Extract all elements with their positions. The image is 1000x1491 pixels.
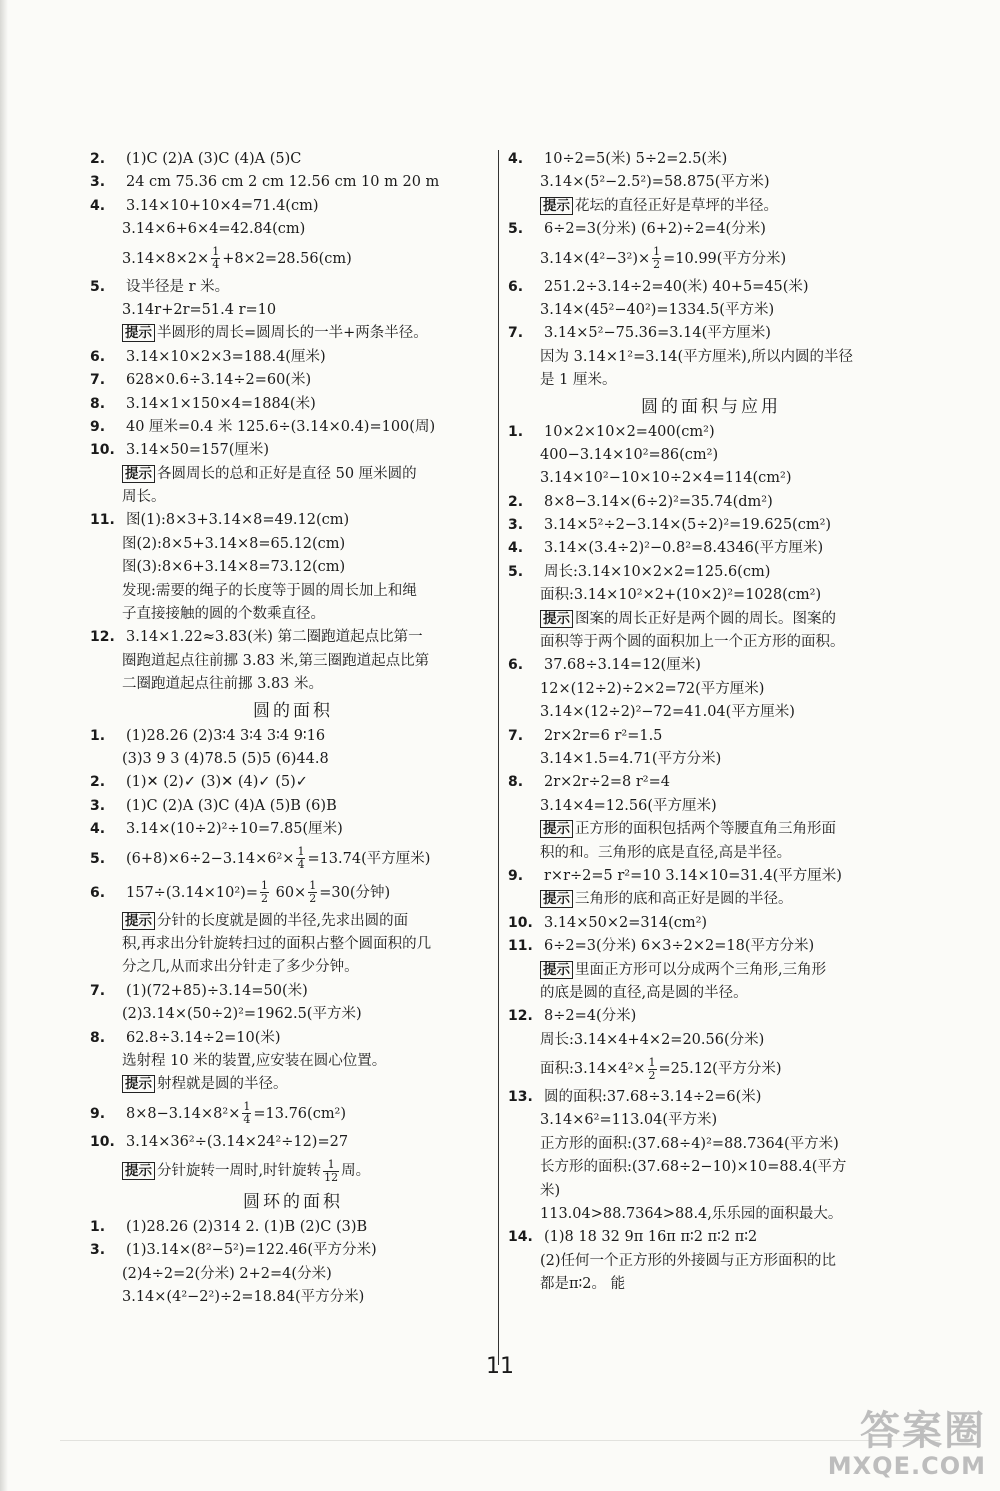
- answer-line: [88, 771, 498, 794]
- answer-line: [88, 1003, 498, 1026]
- hint-label: 提示: [122, 324, 155, 342]
- answer-text: 积的和。三角形的底是直径,高是半径。: [540, 844, 792, 861]
- answer-text: 10×2×10×2=400(cm²): [544, 423, 715, 440]
- answer-text: 2r×2r÷2=8 r²=4: [544, 774, 670, 791]
- answer-line: [88, 956, 498, 979]
- answer-line: [506, 467, 916, 490]
- answer-line: [506, 242, 916, 276]
- answer-line: [88, 1097, 498, 1131]
- question-number: 2.: [508, 493, 524, 510]
- answer-text: 图案的周长正好是两个圆的周长。图案的: [575, 610, 836, 627]
- answer-text: (1)✕ (2)✓ (3)✕ (4)✓ (5)✓: [126, 774, 308, 791]
- answer-line: [88, 346, 498, 369]
- answer-line: [88, 1050, 498, 1073]
- answer-line: [88, 393, 498, 416]
- answer-text: 3.14×(4²−2²)÷2=18.84(平方分米): [122, 1289, 365, 1306]
- answer-text: 2r×2r=6 r²=1.5: [544, 727, 663, 744]
- hint-label: 提示: [540, 610, 573, 628]
- answer-line: [88, 1239, 498, 1262]
- answer-line: [506, 631, 916, 654]
- question-number: 4.: [508, 540, 524, 557]
- answer-line: [506, 725, 916, 748]
- question-number: 4.: [90, 197, 106, 214]
- question-number: 6.: [90, 884, 106, 901]
- watermark-logo-text: 答案圈: [860, 1408, 986, 1454]
- answer-line: [506, 514, 916, 537]
- fraction: [648, 1057, 657, 1082]
- fraction-denominator: 12: [324, 1170, 339, 1184]
- answer-line: [506, 608, 916, 631]
- answer-line: [506, 912, 916, 935]
- answer-text: 面积:3.14×10²×2+(10×2)²=1028(cm²): [540, 587, 822, 604]
- answer-text: +8×2=28.56(cm): [222, 250, 352, 267]
- answer-text: 8×8−3.14×8²×: [126, 1105, 241, 1122]
- answer-line: [88, 795, 498, 818]
- answer-line: [506, 701, 916, 724]
- left-answer-column: [88, 148, 498, 1310]
- answer-text: (1)3.14×(8²−5²)=122.46(平方分米): [126, 1242, 377, 1259]
- question-number: 10.: [90, 442, 115, 459]
- question-number: 4.: [508, 151, 524, 167]
- answer-text: (2)任何一个正方形的外接圆与正方形面积的比: [540, 1252, 837, 1269]
- question-number: 5.: [90, 850, 106, 867]
- answer-line: [506, 491, 916, 514]
- answer-text: 3.14×1.5=4.71(平方分米): [540, 750, 722, 767]
- fraction-denominator: 2: [648, 1068, 656, 1082]
- hint-label: 提示: [540, 890, 573, 908]
- answer-text: 3.14×10²−10×10÷2×4=114(cm²): [540, 470, 792, 487]
- answer-text: 3.14×1.22≈3.83(米) 第二圈跑道起点比第一: [126, 629, 423, 646]
- answer-text: (2)4÷2=2(分米) 2+2=4(分米): [122, 1265, 332, 1282]
- answer-text: 8÷2=4(分米): [544, 1008, 637, 1025]
- answer-text: 3.14×(5²−2.5²)=58.875(平方米): [540, 174, 770, 191]
- answer-text: 周。: [341, 1163, 371, 1180]
- answer-line: [88, 242, 498, 276]
- question-number: 10.: [508, 914, 533, 931]
- answer-line: [88, 276, 498, 299]
- answer-text: =10.99(平方分米): [663, 250, 787, 267]
- fraction-denominator: 2: [309, 892, 317, 906]
- question-number: 5.: [90, 278, 106, 295]
- answer-line: [88, 171, 498, 194]
- answer-line: [88, 818, 498, 841]
- answer-line: [506, 148, 916, 171]
- answer-text: 400−3.14×10²=86(cm²): [540, 446, 719, 463]
- answer-line: [506, 795, 916, 818]
- hint-label: 提示: [540, 820, 573, 838]
- question-number: 3.: [90, 174, 106, 191]
- answer-line: [506, 935, 916, 958]
- answer-line: [88, 509, 498, 532]
- answer-line: [88, 148, 498, 171]
- answer-line: [88, 603, 498, 626]
- answer-line: [88, 725, 498, 748]
- answer-line: [88, 842, 498, 876]
- fraction-numerator: 1: [212, 245, 220, 259]
- question-number: 5.: [508, 563, 524, 580]
- question-number: 8.: [508, 774, 524, 791]
- answer-text: (1)28.26 (2)314 2. (1)B (2)C (3)B: [126, 1219, 368, 1236]
- answer-text: 8×8−3.14×(6÷2)²=35.74(dm²): [544, 493, 773, 510]
- answer-text: 正方形的面积包括两个等腰直角三角形面: [575, 821, 836, 838]
- answer-text: 157÷(3.14×10²)=: [126, 884, 258, 901]
- question-number: 2.: [90, 774, 106, 791]
- answer-text: 62.8÷3.14÷2=10(米): [126, 1029, 281, 1046]
- answer-text: 都是π∶2。 能: [540, 1276, 626, 1293]
- answer-text: =25.12(平方分米): [658, 1061, 782, 1078]
- answer-line: [88, 533, 498, 556]
- answer-text: 37.68÷3.14=12(厘米): [544, 657, 701, 674]
- answer-line: [88, 218, 498, 241]
- answer-line: [88, 1027, 498, 1050]
- answer-line: [506, 842, 916, 865]
- answer-line: [506, 1250, 916, 1273]
- answer-line: [88, 1263, 498, 1286]
- answer-text: 3.14×5²−75.36=3.14(平方厘米): [544, 325, 771, 342]
- answer-line: [506, 888, 916, 911]
- answer-text: 3.14×4=12.56(平方厘米): [540, 797, 717, 814]
- answer-text: 圈跑道起点往前挪 3.83 米,第三圈跑道起点比第: [122, 652, 430, 669]
- bottom-rule: [60, 1440, 940, 1441]
- fraction: [260, 880, 269, 905]
- answer-line: [88, 322, 498, 345]
- fraction-denominator: 4: [212, 258, 220, 272]
- page-number: 11: [486, 1354, 514, 1379]
- fraction-numerator: 1: [309, 879, 317, 893]
- question-number: 8.: [90, 1029, 106, 1046]
- fraction-numerator: 1: [648, 1055, 656, 1069]
- answer-line: [506, 346, 916, 369]
- question-number: 11.: [508, 938, 533, 955]
- answer-line: [506, 1203, 916, 1226]
- question-number: 7.: [90, 372, 106, 389]
- question-number: 6.: [508, 278, 524, 295]
- answer-line: [88, 299, 498, 322]
- answer-line: [88, 439, 498, 462]
- question-number: 7.: [90, 982, 106, 999]
- answer-line: [506, 171, 916, 194]
- site-watermark: [828, 1409, 986, 1479]
- answer-line: [88, 369, 498, 392]
- question-number: 12.: [508, 1008, 533, 1025]
- watermark-domain: MXQE.COM: [827, 1452, 986, 1480]
- answer-text: 面积:3.14×4²×: [540, 1061, 646, 1078]
- answer-line: [88, 195, 498, 218]
- question-number: 5.: [508, 221, 524, 238]
- answer-line: [88, 416, 498, 439]
- answer-text: 24 cm 75.36 cm 2 cm 12.56 cm 10 m 20 m: [126, 174, 440, 191]
- answer-text: 射程就是圆的半径。: [157, 1076, 288, 1093]
- answer-text: 发现:需要的绳子的长度等于圆的周长加上和绳: [122, 582, 417, 599]
- answer-text: 的底是圆的直径,高是圆的半径。: [540, 984, 748, 1001]
- answer-text: 3.14×1×150×4=1884(米): [126, 395, 316, 412]
- fraction-numerator: 1: [323, 1159, 339, 1172]
- answer-text: 周长。: [122, 489, 166, 506]
- answer-line: [88, 673, 498, 696]
- question-number: 11.: [90, 512, 115, 529]
- answer-text: 113.04>88.7364>88.4,乐乐园的面积最大。: [540, 1206, 843, 1223]
- answer-text: 3.14×6+6×4=42.84(cm): [122, 221, 306, 238]
- answer-line: [506, 1005, 916, 1028]
- answer-text: 里面正方形可以分成两个三角形,三角形: [575, 961, 827, 978]
- answer-text: (6+8)×6÷2−3.14×6²×: [126, 850, 295, 867]
- answer-text: 分之几,从而求出分针走了多少分钟。: [122, 959, 359, 976]
- fraction: [296, 846, 305, 871]
- answer-line: [88, 933, 498, 956]
- answer-text: (2)3.14×(50÷2)²=1962.5(平方米): [122, 1006, 362, 1023]
- answer-text: 周长:3.14×4+4×2=20.56(分米): [540, 1031, 765, 1048]
- fraction-numerator: 1: [243, 1100, 251, 1114]
- column-divider: [498, 150, 499, 1365]
- answer-line: [506, 1156, 916, 1179]
- answer-line: [506, 322, 916, 345]
- answer-line: [506, 1086, 916, 1109]
- fraction-numerator: 1: [261, 879, 268, 893]
- answer-text: 3.14×(12÷2)²−72=41.04(平方厘米): [540, 704, 795, 721]
- answer-text: 628×0.6÷3.14÷2=60(米): [126, 372, 312, 389]
- answer-line: [506, 561, 916, 584]
- question-number: 3.: [508, 517, 524, 534]
- answer-text: 是 1 厘米。: [540, 372, 617, 389]
- answer-line: [506, 1273, 916, 1296]
- answer-text: 子直接接触的圆的个数乘直径。: [122, 606, 325, 623]
- answer-text: (1)(72+85)÷3.14=50(米): [126, 982, 308, 999]
- fraction-denominator: 4: [297, 858, 305, 872]
- answer-text: (1)28.26 (2)3∶4 3∶4 3∶4 9∶16: [126, 727, 326, 744]
- answer-line: [506, 195, 916, 218]
- answer-line: [506, 1180, 916, 1203]
- question-number: 9.: [508, 867, 524, 884]
- answer-text: 图(2):8×5+3.14×8=65.12(cm): [122, 535, 346, 552]
- answer-text: 12×(12÷2)÷2×2=72(平方厘米): [540, 680, 765, 697]
- answer-line: [506, 654, 916, 677]
- answer-text: 设半径是 r 米。: [126, 278, 230, 295]
- answer-text: 3.14×6²=113.04(平方米): [540, 1112, 718, 1129]
- fraction-numerator: 1: [653, 245, 661, 259]
- answer-line: [88, 626, 498, 649]
- hint-label: 提示: [540, 961, 573, 979]
- answer-line: [506, 444, 916, 467]
- question-number: 14.: [508, 1229, 533, 1246]
- answer-text: 251.2÷3.14÷2=40(米) 40+5=45(米): [544, 278, 809, 295]
- fraction-denominator: 2: [261, 892, 268, 906]
- answer-text: =13.74(平方厘米): [307, 850, 431, 867]
- answer-line: [88, 463, 498, 486]
- answer-text: 3.14×(3.4÷2)²−0.8²=8.4346(平方厘米): [544, 540, 824, 557]
- answer-text: 选射程 10 米的装置,应安装在圆心位置。: [122, 1052, 387, 1069]
- answer-text: 图(1):8×3+3.14×8=49.12(cm): [126, 512, 350, 529]
- answer-line: [88, 650, 498, 673]
- answer-text: 周长:3.14×10×2×2=125.6(cm): [544, 563, 771, 580]
- answer-line: [506, 1133, 916, 1156]
- hint-label: 提示: [122, 912, 155, 930]
- question-number: 2.: [90, 151, 106, 167]
- answer-line: [88, 556, 498, 579]
- section-heading: 圆的面积与应用: [641, 396, 781, 417]
- answer-line: [88, 876, 498, 910]
- fraction: [308, 880, 317, 905]
- question-number: 7.: [508, 727, 524, 744]
- fraction-numerator: 1: [297, 845, 305, 859]
- answer-text: =30(分钟): [319, 884, 391, 901]
- hint-label: 提示: [540, 197, 573, 215]
- fraction: [323, 1159, 339, 1184]
- answer-line: [88, 1216, 498, 1239]
- question-number: 13.: [508, 1089, 533, 1106]
- fraction: [211, 246, 220, 271]
- answer-line: [506, 771, 916, 794]
- answer-text: 花坛的直径正好是草坪的半径。: [575, 197, 778, 214]
- question-number: 3.: [90, 797, 106, 814]
- answer-line: [506, 218, 916, 241]
- answer-text: 分针的长度就是圆的半径,先求出圆的面: [157, 912, 409, 929]
- question-number: 1.: [90, 1219, 106, 1236]
- fraction: [242, 1101, 251, 1126]
- question-number: 6.: [508, 657, 524, 674]
- question-number: 1.: [90, 727, 106, 744]
- question-number: 7.: [508, 325, 524, 342]
- answer-line: [506, 369, 916, 392]
- answer-text: 分针旋转一周时,时针旋转: [157, 1163, 322, 1180]
- answer-text: r×r÷2=5 r²=10 3.14×10=31.4(平方厘米): [544, 867, 842, 884]
- answer-line: [88, 486, 498, 509]
- answer-text: 6÷2=3(分米) (6+2)÷2=4(分米): [544, 221, 766, 238]
- hint-label: 提示: [122, 465, 155, 483]
- question-number: 9.: [90, 418, 106, 435]
- question-number: 1.: [508, 423, 524, 440]
- answer-line: [506, 1109, 916, 1132]
- answer-text: 因为 3.14×1²=3.14(平方厘米),所以内圆的半径: [540, 348, 853, 365]
- answer-text: 40 厘米=0.4 米 125.6÷(3.14×0.4)=100(周): [126, 418, 436, 435]
- answer-line: [88, 910, 498, 933]
- answer-line: [88, 1286, 498, 1309]
- question-number: 6.: [90, 348, 106, 365]
- answer-line: [506, 748, 916, 771]
- answer-text: 各圆周长的总和正好是直径 50 厘米圆的: [157, 465, 417, 482]
- hint-label: 提示: [122, 1075, 155, 1093]
- answer-line: [506, 818, 916, 841]
- answer-line: [506, 959, 916, 982]
- answer-line: [506, 421, 916, 444]
- answer-line: [506, 678, 916, 701]
- answer-line: [88, 580, 498, 603]
- answer-text: 图(3):8×6+3.14×8=73.12(cm): [122, 559, 346, 576]
- answer-line: [506, 1052, 916, 1086]
- answer-line: [506, 865, 916, 888]
- answer-text: 3.14×8×2×: [122, 250, 210, 267]
- answer-text: 6÷2=3(分米) 6×3÷2×2=18(平方分米): [544, 938, 815, 955]
- question-number: 4.: [90, 821, 106, 838]
- page-edge-shadow: [0, 0, 8, 1491]
- answer-line: [506, 537, 916, 560]
- answer-text: 面积等于两个圆的面积加上一个正方形的面积。: [540, 634, 845, 651]
- answer-text: 3.14×10×2×3=188.4(厘米): [126, 348, 326, 365]
- answer-text: 10÷2=5(米) 5÷2=2.5(米): [544, 151, 728, 167]
- answer-text: 长方形的面积:(37.68÷2−10)×10=88.4(平方: [540, 1159, 847, 1176]
- answer-text: 3.14×50×2=314(cm²): [544, 914, 708, 931]
- answer-text: 3.14×36²÷(3.14×24²÷12)=27: [126, 1133, 349, 1150]
- answer-text: 三角形的底和高正好是圆的半径。: [575, 891, 793, 908]
- answer-line: [88, 1154, 498, 1188]
- section-heading: 圆的面积: [253, 700, 333, 721]
- answer-text: 3.14×50=157(厘米): [126, 442, 270, 459]
- answer-text: (1)C (2)A (3)C (4)A (5)B (6)B: [126, 797, 337, 814]
- answer-text: 圆的面积:37.68÷3.14÷2=6(米): [544, 1089, 762, 1106]
- right-answer-column: [506, 148, 916, 1297]
- hint-label: 提示: [122, 1162, 155, 1180]
- answer-text: 正方形的面积:(37.68÷4)²=88.7364(平方米): [540, 1135, 839, 1152]
- answer-text: (1)C (2)A (3)C (4)A (5)C: [126, 151, 302, 167]
- answer-line: [506, 982, 916, 1005]
- answer-text: 二圈跑道起点往前挪 3.83 米。: [122, 676, 324, 693]
- fraction-denominator: 4: [243, 1113, 251, 1127]
- answer-text: (1)8 18 32 9π 16π π∶2 π∶2 π∶2: [544, 1229, 758, 1246]
- answer-text: 3.14×5²÷2−3.14×(5÷2)²=19.625(cm²): [544, 517, 832, 534]
- answer-text: 3.14r+2r=51.4 r=10: [122, 301, 277, 318]
- answer-text: =13.76(cm²): [253, 1105, 347, 1122]
- answer-line: [88, 980, 498, 1003]
- answer-line: [506, 299, 916, 322]
- section-heading: 圆环的面积: [243, 1192, 343, 1213]
- question-number: 10.: [90, 1133, 115, 1150]
- answer-line: [506, 1029, 916, 1052]
- answer-text: 3.14×(10÷2)²÷10=7.85(厘米): [126, 821, 343, 838]
- question-number: 3.: [90, 1242, 106, 1259]
- fraction-denominator: 2: [653, 258, 661, 272]
- answer-line: [506, 584, 916, 607]
- answer-text: 积,再求出分针旋转扫过的面积占整个圆面积的几: [122, 935, 432, 952]
- answer-text: 3.14×10+10×4=71.4(cm): [126, 197, 319, 214]
- answer-text: (3)3 9 3 (4)78.5 (5)5 (6)44.8: [122, 750, 329, 767]
- answer-line: [88, 1073, 498, 1096]
- question-number: 8.: [90, 395, 106, 412]
- answer-text: 60×: [271, 884, 307, 901]
- answer-text: 3.14×(4²−3²)×: [540, 250, 651, 267]
- question-number: 9.: [90, 1105, 106, 1122]
- fraction: [652, 246, 661, 271]
- answer-line: [506, 276, 916, 299]
- answer-text: 米): [540, 1182, 561, 1199]
- answer-text: 3.14×(45²−40²)=1334.5(平方米): [540, 301, 775, 318]
- answer-line: [88, 1131, 498, 1154]
- answer-line: [506, 1226, 916, 1249]
- answer-line: [88, 748, 498, 771]
- question-number: 12.: [90, 629, 115, 646]
- answer-text: 半圆形的周长=圆周长的一半+两条半径。: [157, 325, 428, 342]
